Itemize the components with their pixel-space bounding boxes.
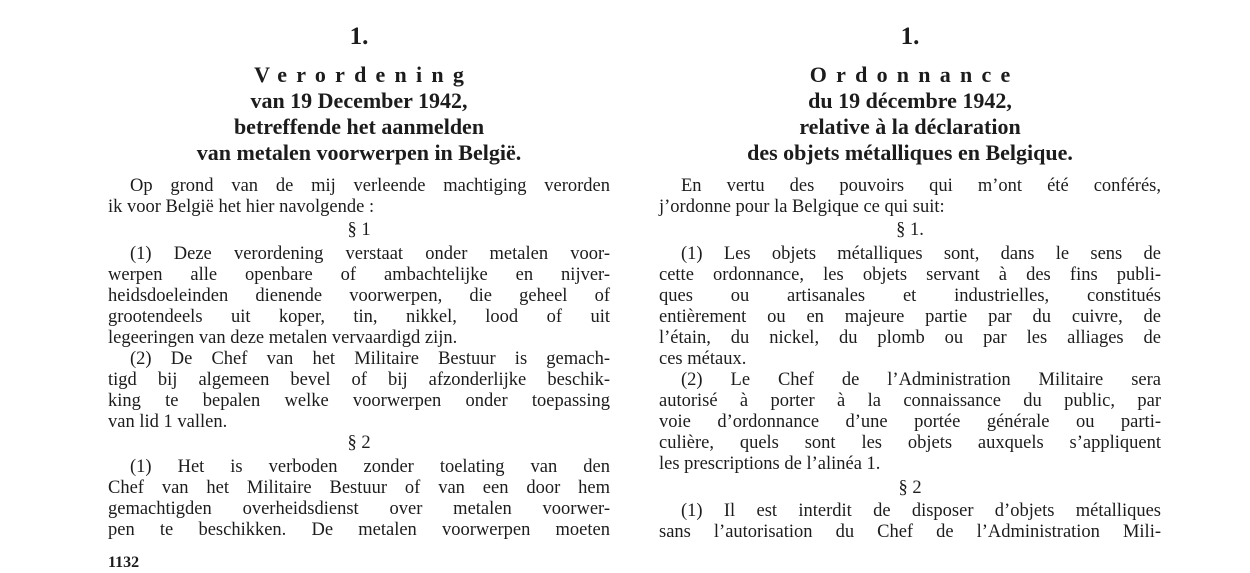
paragraph (659, 370, 1161, 475)
text-line: (1) Deze verordening verstaat onder metalen voor- (130, 244, 610, 264)
ordinance-number: 1. (900, 23, 920, 50)
title-line (108, 62, 610, 88)
text-line: (1) Les objets métalliques sont, dans le sens de (681, 244, 1161, 264)
text-line: tigd bij algemeen bevel of bij afzonderlijke beschik- (108, 370, 610, 390)
paragraph (108, 244, 610, 349)
ordinance-title (659, 62, 1161, 166)
text-line: legeeringen van deze metalen vervaardigd zijn. (108, 328, 458, 348)
section-label: § 1. (896, 220, 924, 240)
title-word: Ordonnance (809, 62, 1020, 87)
title-line: des objets métalliques en Belgique. (747, 140, 1073, 165)
text-line: entièrement ou en majeure partie par du cuivre, de (659, 307, 1161, 327)
ordinance-title (108, 62, 610, 166)
text-line: ik voor België het hier navolgende : (108, 197, 375, 217)
title-line (659, 62, 1161, 88)
text-line: werpen alle openbare of ambachtelijke en nijver- (108, 265, 610, 285)
text-line: (1) Il est interdit de disposer d’objets métalliques (681, 501, 1161, 521)
text-line: En vertu des pouvoirs qui m’ont été conférés, (681, 176, 1161, 196)
title-line: van 19 December 1942, (250, 88, 468, 113)
text-line: l’étain, du nickel, du plomb ou par les alliages de (659, 328, 1161, 348)
text-line: les prescriptions de l’alinéa 1. (659, 454, 881, 474)
title-line: du 19 décembre 1942, (808, 88, 1012, 113)
section-label: § 1 (347, 220, 371, 240)
text-line: Op grond van de mij verleende machtiging verorden (130, 176, 610, 196)
text-line: king te bepalen welke voorwerpen onder toepassing (108, 391, 610, 411)
text-line: cette ordonnance, les objets servant à des fins publi- (659, 265, 1161, 285)
ordinance-number: 1. (349, 23, 369, 50)
page-number: 1132 (108, 554, 140, 571)
text-line: j’ordonne pour la Belgique ce qui suit: (659, 197, 945, 217)
dutch-column (108, 0, 610, 573)
ordinance-body (108, 176, 610, 541)
intro-paragraph (108, 176, 610, 218)
text-line: gemachtigden overheidsdienst over metalen voorwer- (108, 499, 610, 519)
ordinance-body (659, 176, 1161, 543)
french-column (659, 0, 1161, 573)
text-line: grootendeels uit koper, tin, nikkel, lood of uit (108, 307, 610, 327)
text-line: heidsdoeleinden dienende voorwerpen, die geheel of (108, 286, 610, 306)
text-line: voie d’ordonnance d’une portée générale ou parti- (659, 412, 1161, 432)
section-label: § 2 (898, 478, 922, 498)
text-line: ces métaux. (659, 349, 747, 369)
text-line: pen te beschikken. De metalen voorwerpen moeten (108, 520, 610, 540)
paragraph (659, 244, 1161, 370)
text-line: sans l’autorisation du Chef de l’Administration Mili- (659, 522, 1161, 542)
text-line: van lid 1 vallen. (108, 412, 228, 432)
title-line: van metalen voorwerpen in België. (196, 140, 522, 165)
section-label: § 2 (347, 433, 371, 453)
intro-paragraph (659, 176, 1161, 218)
text-line: autorisé à porter à la connaissance du public, par (659, 391, 1161, 411)
title-word: Verordening (254, 62, 474, 87)
text-line: (2) Le Chef de l’Administration Militaire sera (681, 370, 1161, 390)
text-line: Chef van het Militaire Bestuur of van een door hem (108, 478, 610, 498)
paragraph (659, 501, 1161, 543)
text-line: ques ou artisanales et industrielles, constitués (659, 286, 1161, 306)
paragraph (108, 349, 610, 433)
text-line: (1) Het is verboden zonder toelating van den (130, 457, 610, 477)
text-line: culière, quels sont les objets auxquels s’appliquent (659, 433, 1161, 453)
text-line: (2) De Chef van het Militaire Bestuur is gemach- (130, 349, 610, 369)
paragraph (108, 457, 610, 541)
title-line: relative à la déclaration (799, 114, 1021, 139)
title-line: betreffende het aanmelden (233, 114, 485, 139)
